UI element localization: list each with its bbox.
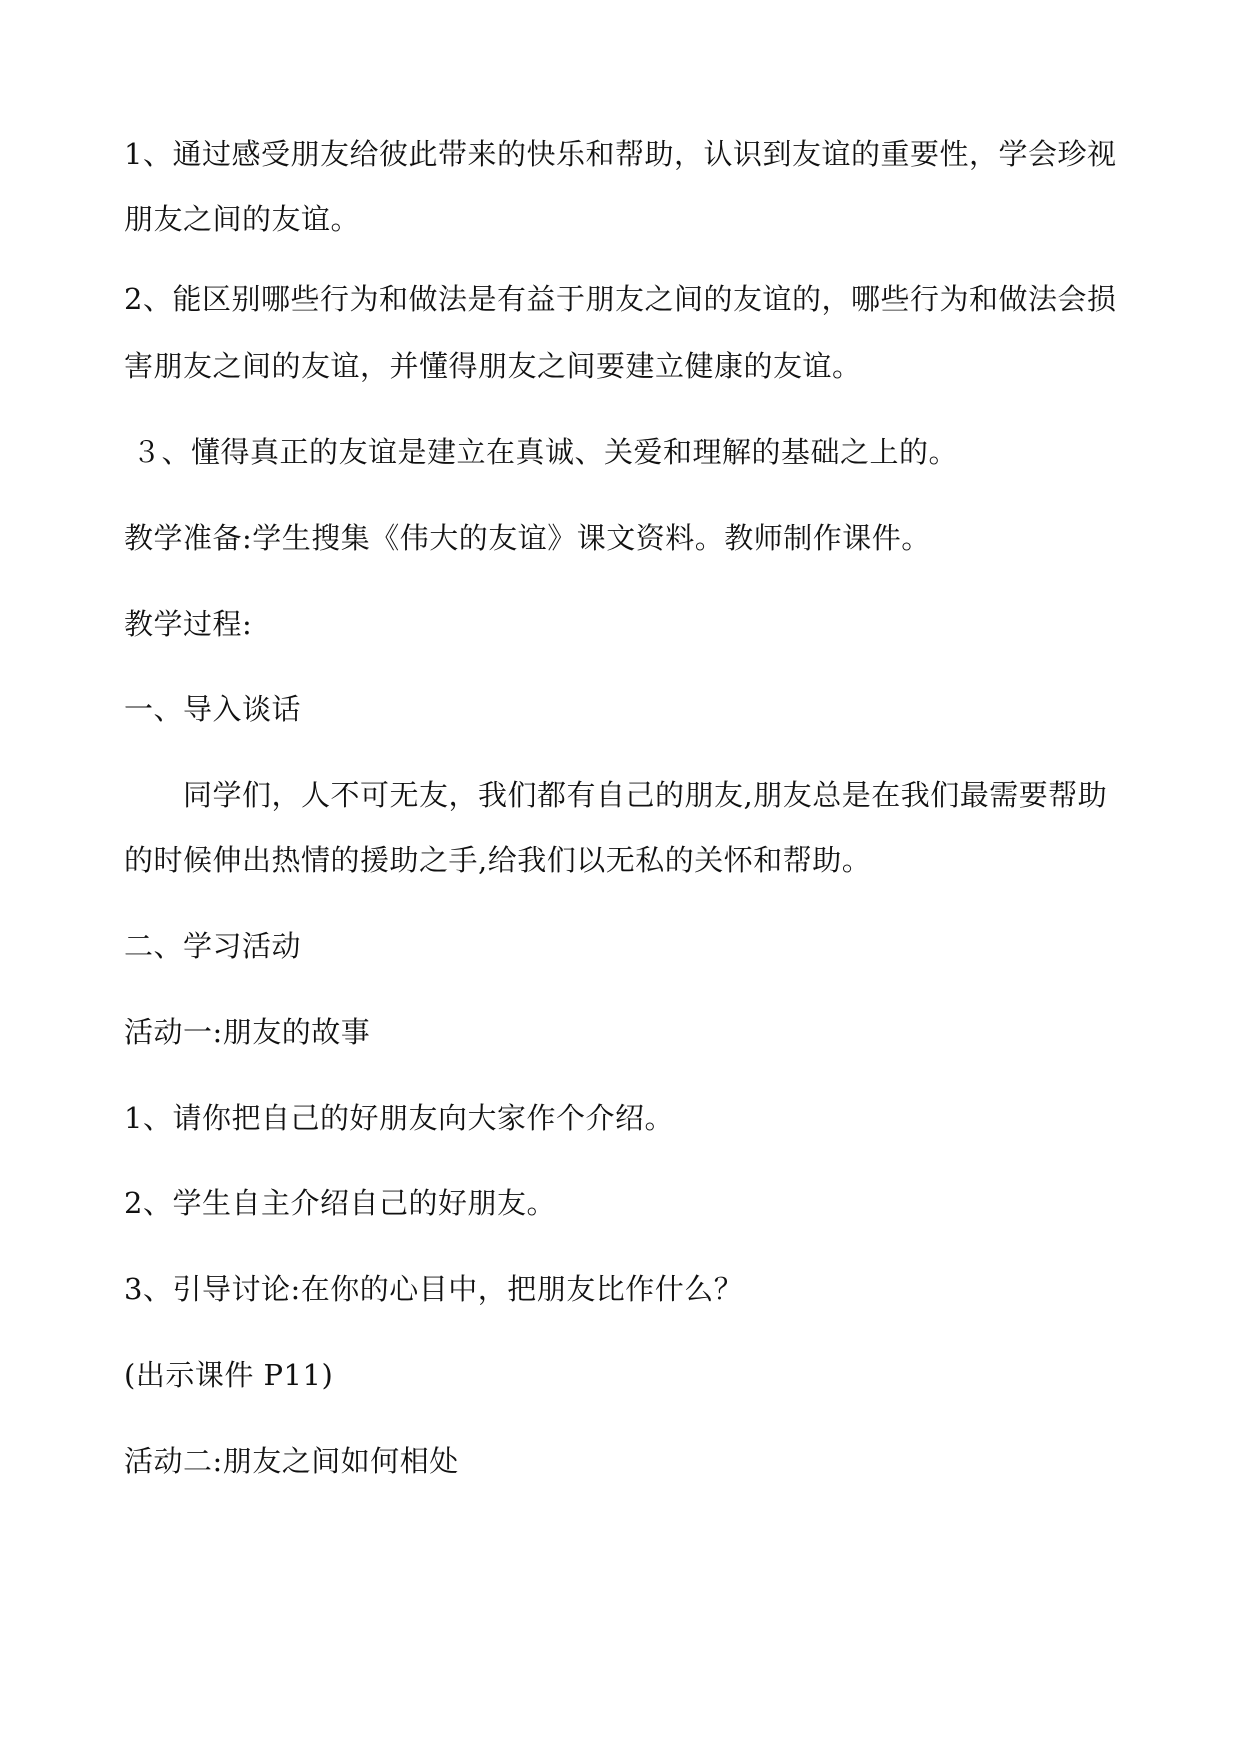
activity-1-step-1: 1、请你把自己的好朋友向大家作个介绍。 (124, 1101, 674, 1135)
objective-3: ３、懂得真正的友谊是建立在真诚、关爱和理解的基础之上的。 (132, 435, 959, 469)
objective-2-line-1: 2、能区别哪些行为和做法是有益于朋友之间的友谊的，哪些行为和做法会损 (124, 282, 1117, 316)
activity-1-step-3: 3、引导讨论:在你的心目中，把朋友比作什么？ (124, 1272, 744, 1306)
teaching-preparation: 教学准备:学生搜集《伟大的友谊》课文资料。教师制作课件。 (124, 521, 931, 555)
objective-2-line-2: 害朋友之间的友谊，并懂得朋友之间要建立健康的友谊。 (124, 349, 862, 383)
courseware-note: (出示课件 P11) (124, 1358, 334, 1392)
intro-paragraph-line-1: 同学们，人不可无友，我们都有自己的朋友,朋友总是在我们最需要帮助 (183, 778, 1108, 812)
activity-1-step-2: 2、学生自主介绍自己的好朋友。 (124, 1186, 556, 1220)
activity-2-heading: 活动二:朋友之间如何相处 (124, 1444, 459, 1478)
intro-paragraph-line-2: 的时候伸出热情的援助之手,给我们以无私的关怀和帮助。 (124, 843, 872, 877)
objective-1-line-2: 朋友之间的友谊。 (124, 202, 361, 236)
objective-1-line-1: 1、通过感受朋友给彼此带来的快乐和帮助，认识到友谊的重要性，学会珍视 (124, 137, 1117, 171)
section-1-heading: 一、导入谈话 (124, 692, 302, 726)
teaching-process-heading: 教学过程: (124, 607, 253, 641)
section-2-heading: 二、学习活动 (124, 929, 302, 963)
activity-1-heading: 活动一:朋友的故事 (124, 1015, 371, 1049)
